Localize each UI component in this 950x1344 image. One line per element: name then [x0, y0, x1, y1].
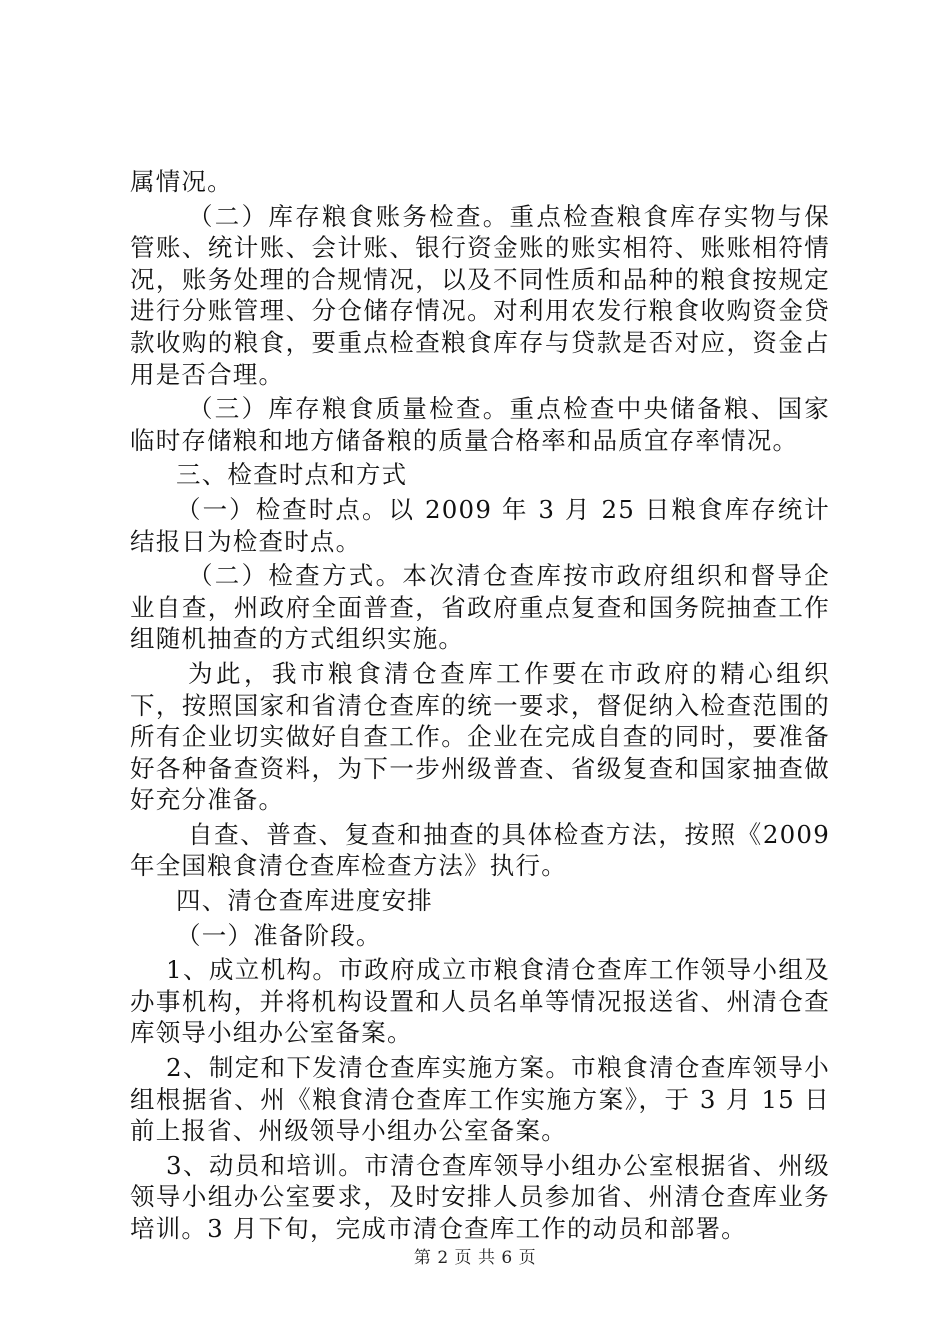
page-footer	[0, 1243, 950, 1268]
paragraph-item-1: 1、成立机构。市政府成立市粮食清仓查库工作领导小组及办事机构，并将机构设置和人员名单等情况报送省、州清仓查库领导小组办公室备案。	[130, 955, 830, 1048]
paragraph-item-3: 3、动员和培训。市清仓查库领导小组办公室根据省、州级领导小组办公室要求，及时安排人员参加省、州清仓查库业务培训。3 月下旬，完成市清仓查库工作的动员和部署。	[130, 1150, 830, 1243]
paragraph-5: （一）检查时点。以 2009 年 3 月 25 日粮食库存统计结报日为检查时点。	[130, 494, 830, 556]
paragraph-2: （二）库存粮食账务检查。重点检查粮食库存实物与保管账、统计账、会计账、银行资金账的账实相符、账账相符情况，账务处理的合规情况，以及不同性质和品种的粮食按规定进行分账管理、分仓储存情况。对利用农发行粮食收购资金贷款收购的粮食，要重点检查粮食库存与贷款是否对应，资金占用是否合理。	[130, 201, 830, 389]
paragraph-8: 自查、普查、复查和抽查的具体检查方法，按照《2009 年全国粮食清仓查库检查方法》执行。	[130, 819, 830, 881]
document-body	[130, 166, 830, 1248]
paragraph-7: 为此，我市粮食清仓查库工作要在市政府的精心组织下，按照国家和省清仓查库的统一要求，督促纳入检查范围的所有企业切实做好自查工作。企业在完成自查的同时，要准备好各种备查资料，为下一步州级普查、省级复查和国家抽查做好充分准备。	[130, 658, 830, 815]
page-number-label: 第 2 页 共 6 页	[413, 1248, 537, 1268]
paragraph-item-2: 2、制定和下发清仓查库实施方案。市粮食清仓查库领导小组根据省、州《粮食清仓查库工作实施方案》，于 3 月 15 日前上报省、州级领导小组办公室备案。	[130, 1053, 830, 1146]
paragraph-3: （三）库存粮食质量检查。重点检查中央储备粮、国家临时存储粮和地方储备粮的质量合格率和品质宜存率情况。	[130, 394, 830, 455]
paragraph-6: （二）检查方式。本次清仓查库按市政府组织和督导企业自查，州政府全面普查，省政府重点复查和国务院抽查工作组随机抽查的方式组织实施。	[130, 561, 830, 654]
paragraph-1: 属情况。	[130, 167, 233, 196]
section-heading-4: 四、清仓查库进度安排	[176, 886, 433, 916]
section-heading-3: 三、检查时点和方式	[176, 460, 408, 490]
subsection-heading-prep: （一）准备阶段。	[176, 920, 382, 950]
